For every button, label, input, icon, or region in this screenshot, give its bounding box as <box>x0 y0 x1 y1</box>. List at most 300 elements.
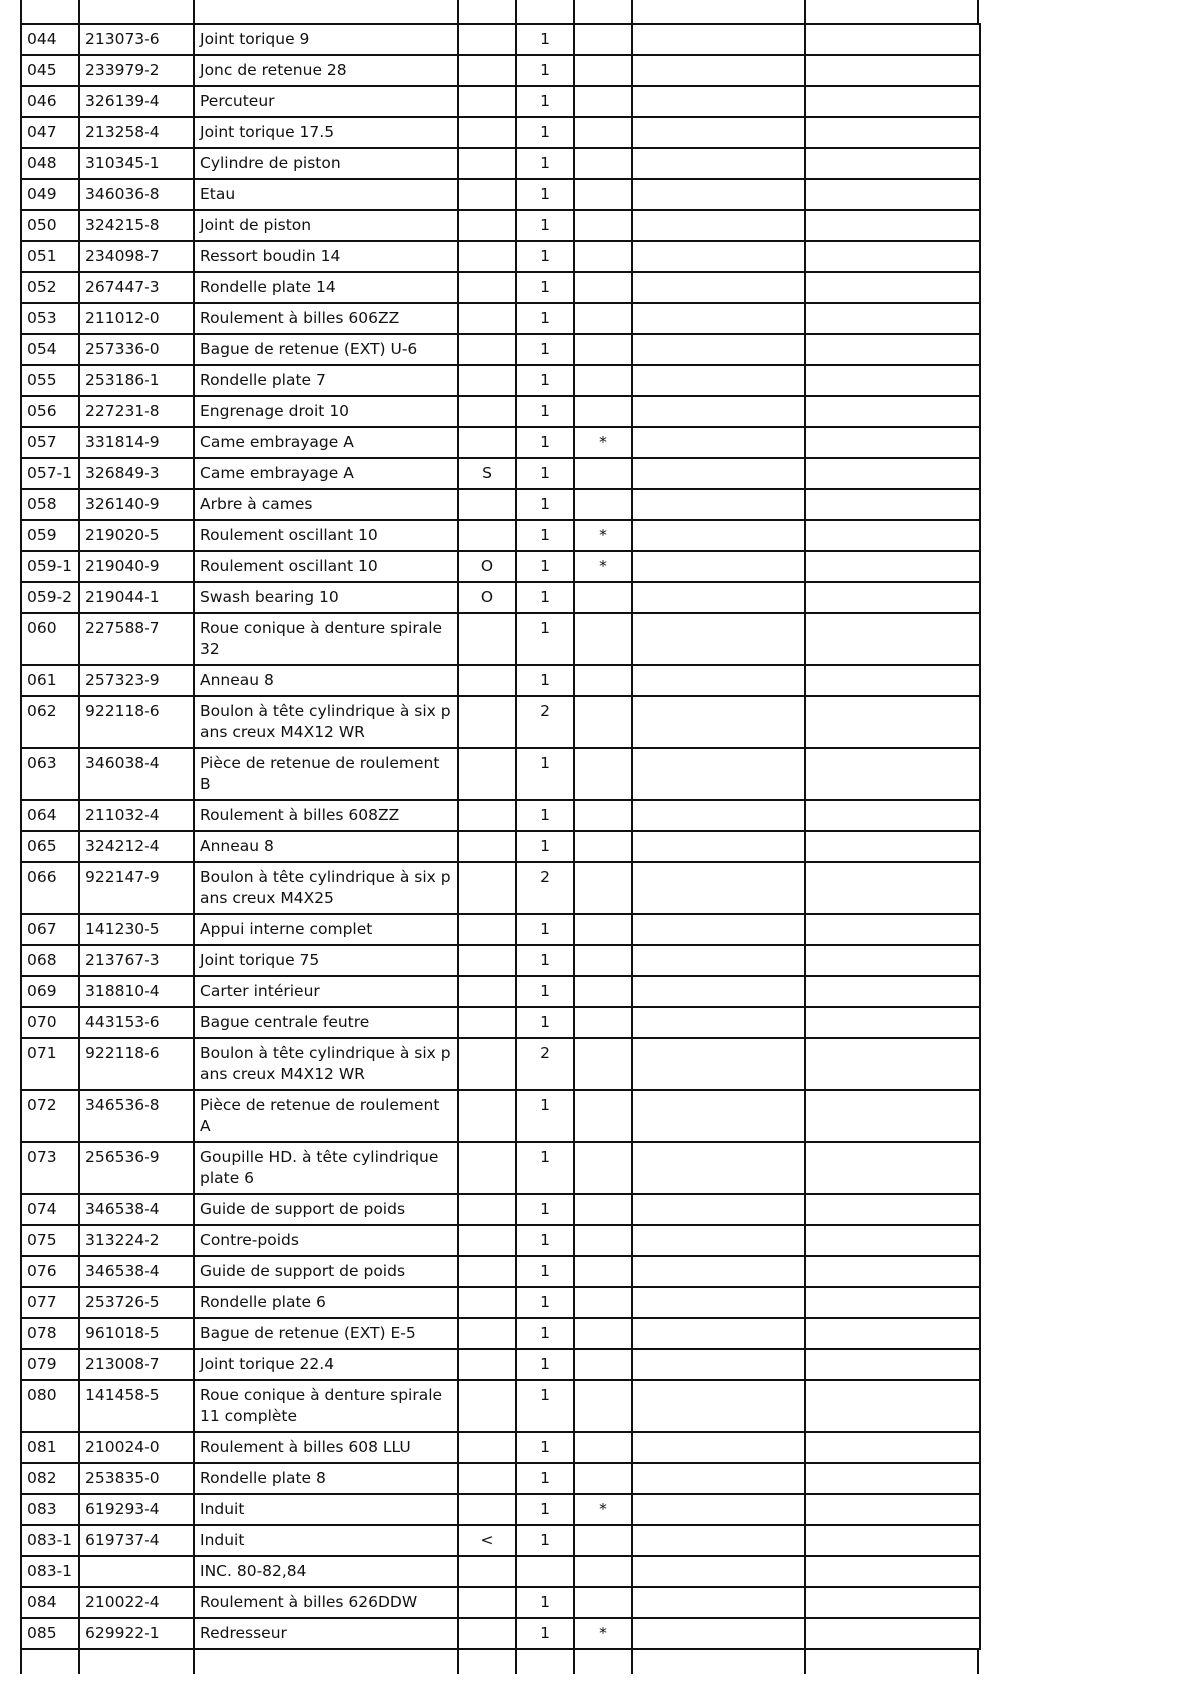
table-row <box>21 800 980 831</box>
empty-cell <box>632 1525 805 1556</box>
table-row <box>21 1494 980 1525</box>
quantity-cell: 1 <box>516 665 574 696</box>
empty-cell <box>632 1556 805 1587</box>
empty-cell <box>805 945 980 976</box>
note-mark-cell <box>574 86 632 117</box>
quantity-cell: 1 <box>516 582 574 613</box>
part-number-cell: 141458-5 <box>79 1380 194 1432</box>
item-number-cell: 074 <box>21 1194 79 1225</box>
empty-cell <box>805 1494 980 1525</box>
quantity-cell: 1 <box>516 55 574 86</box>
description-cell: Came embrayage A <box>194 427 458 458</box>
code-cell <box>458 210 516 241</box>
table-row <box>21 272 980 303</box>
empty-cell <box>805 1194 980 1225</box>
description-cell: Appui interne complet <box>194 914 458 945</box>
description-cell: Roulement à billes 608ZZ <box>194 800 458 831</box>
code-cell <box>458 1007 516 1038</box>
quantity-cell: 1 <box>516 1090 574 1142</box>
table-row <box>21 117 980 148</box>
code-cell <box>458 914 516 945</box>
code-cell <box>458 1556 516 1587</box>
quantity-cell: 1 <box>516 551 574 582</box>
empty-cell <box>632 1587 805 1618</box>
part-number-cell: 267447-3 <box>79 272 194 303</box>
description-cell: INC. 80-82,84 <box>194 1556 458 1587</box>
quantity-cell: 1 <box>516 24 574 55</box>
description-cell: Boulon à tête cylindrique à six pans creux M4X25 <box>194 862 458 914</box>
item-number-cell: 083-1 <box>21 1556 79 1587</box>
item-number-cell: 076 <box>21 1256 79 1287</box>
description-cell: Came embrayage A <box>194 458 458 489</box>
empty-cell <box>632 800 805 831</box>
description-cell: Roulement à billes 606ZZ <box>194 303 458 334</box>
part-number-cell: 346538-4 <box>79 1194 194 1225</box>
note-mark-cell <box>574 334 632 365</box>
code-cell <box>458 24 516 55</box>
table-row <box>21 1380 980 1432</box>
table-row <box>21 489 980 520</box>
item-number-cell: 061 <box>21 665 79 696</box>
item-number-cell: 051 <box>21 241 79 272</box>
table-row <box>21 1225 980 1256</box>
quantity-cell: 1 <box>516 914 574 945</box>
description-cell: Roue conique à denture spirale 11 complète <box>194 1380 458 1432</box>
quantity-cell: 1 <box>516 334 574 365</box>
note-mark-cell <box>574 489 632 520</box>
table-row <box>21 1007 980 1038</box>
item-number-cell: 054 <box>21 334 79 365</box>
description-cell: Jonc de retenue 28 <box>194 55 458 86</box>
table-row <box>21 458 980 489</box>
quantity-cell: 1 <box>516 1256 574 1287</box>
item-number-cell: 057-1 <box>21 458 79 489</box>
quantity-cell: 1 <box>516 831 574 862</box>
item-number-cell: 082 <box>21 1463 79 1494</box>
item-number-cell: 063 <box>21 748 79 800</box>
empty-cell <box>632 613 805 665</box>
empty-cell <box>632 1194 805 1225</box>
item-number-cell: 049 <box>21 179 79 210</box>
part-number-cell: 326140-9 <box>79 489 194 520</box>
empty-cell <box>805 1142 980 1194</box>
part-number-cell: 324215-8 <box>79 210 194 241</box>
quantity-cell: 1 <box>516 613 574 665</box>
code-cell <box>458 86 516 117</box>
code-cell <box>458 303 516 334</box>
part-number-cell: 219044-1 <box>79 582 194 613</box>
part-number-cell: 213258-4 <box>79 117 194 148</box>
empty-cell <box>632 396 805 427</box>
empty-cell <box>805 520 980 551</box>
part-number-cell: 318810-4 <box>79 976 194 1007</box>
table-row <box>21 55 980 86</box>
note-mark-cell <box>574 800 632 831</box>
part-number-cell: 219040-9 <box>79 551 194 582</box>
description-cell: Roue conique à denture spirale 32 <box>194 613 458 665</box>
description-cell: Percuteur <box>194 86 458 117</box>
table-row <box>21 976 980 1007</box>
quantity-cell: 1 <box>516 748 574 800</box>
empty-cell <box>805 914 980 945</box>
description-cell: Guide de support de poids <box>194 1194 458 1225</box>
part-number-cell: 326139-4 <box>79 86 194 117</box>
note-mark-cell <box>574 1556 632 1587</box>
part-number-cell: 257336-0 <box>79 334 194 365</box>
description-cell: Rondelle plate 7 <box>194 365 458 396</box>
item-number-cell: 059-1 <box>21 551 79 582</box>
empty-cell <box>632 303 805 334</box>
empty-cell <box>632 1090 805 1142</box>
part-number-cell: 211032-4 <box>79 800 194 831</box>
part-number-cell: 443153-6 <box>79 1007 194 1038</box>
empty-cell <box>805 427 980 458</box>
item-number-cell: 065 <box>21 831 79 862</box>
empty-cell <box>805 1556 980 1587</box>
quantity-cell: 1 <box>516 396 574 427</box>
part-number-cell: 257323-9 <box>79 665 194 696</box>
table-row <box>21 179 980 210</box>
note-mark-cell <box>574 1090 632 1142</box>
empty-cell <box>632 334 805 365</box>
part-number-cell: 331814-9 <box>79 427 194 458</box>
empty-cell <box>805 179 980 210</box>
item-number-cell: 059-2 <box>21 582 79 613</box>
table-row <box>21 241 980 272</box>
table-row <box>21 1142 980 1194</box>
table-row <box>21 1256 980 1287</box>
empty-cell <box>632 1256 805 1287</box>
description-cell: Pièce de retenue de roulement B <box>194 748 458 800</box>
code-cell <box>458 1142 516 1194</box>
table-row <box>21 551 980 582</box>
description-cell: Joint torique 22.4 <box>194 1349 458 1380</box>
item-number-cell: 044 <box>21 24 79 55</box>
table-row <box>21 613 980 665</box>
empty-cell <box>632 24 805 55</box>
code-cell <box>458 862 516 914</box>
quantity-cell: 2 <box>516 696 574 748</box>
empty-cell <box>632 914 805 945</box>
table-row <box>21 1287 980 1318</box>
part-number-cell: 310345-1 <box>79 148 194 179</box>
note-mark-cell <box>574 1038 632 1090</box>
empty-cell <box>805 1007 980 1038</box>
description-cell: Goupille HD. à tête cylindrique plate 6 <box>194 1142 458 1194</box>
part-number-cell: 313224-2 <box>79 1225 194 1256</box>
table-row <box>21 748 980 800</box>
quantity-cell: 2 <box>516 1038 574 1090</box>
item-number-cell: 064 <box>21 800 79 831</box>
code-cell <box>458 748 516 800</box>
code-cell: < <box>458 1525 516 1556</box>
description-cell: Joint torique 17.5 <box>194 117 458 148</box>
parts-list-sheet <box>20 0 979 1674</box>
note-mark-cell <box>574 862 632 914</box>
empty-cell <box>805 1225 980 1256</box>
item-number-cell: 066 <box>21 862 79 914</box>
item-number-cell: 056 <box>21 396 79 427</box>
empty-cell <box>805 1318 980 1349</box>
description-cell: Induit <box>194 1525 458 1556</box>
description-cell: Etau <box>194 179 458 210</box>
note-mark-cell <box>574 1525 632 1556</box>
part-number-cell: 922118-6 <box>79 696 194 748</box>
empty-cell <box>632 665 805 696</box>
code-cell <box>458 179 516 210</box>
parts-table <box>20 23 981 1650</box>
description-cell: Contre-poids <box>194 1225 458 1256</box>
note-mark-cell <box>574 1380 632 1432</box>
code-cell <box>458 272 516 303</box>
part-number-cell: 922147-9 <box>79 862 194 914</box>
note-mark-cell <box>574 914 632 945</box>
note-mark-cell <box>574 748 632 800</box>
description-cell: Redresseur <box>194 1618 458 1649</box>
empty-cell <box>805 1463 980 1494</box>
part-number-cell: 961018-5 <box>79 1318 194 1349</box>
empty-cell <box>805 613 980 665</box>
code-cell <box>458 520 516 551</box>
item-number-cell: 070 <box>21 1007 79 1038</box>
empty-cell <box>632 551 805 582</box>
parts-table-body <box>21 24 980 1649</box>
quantity-cell: 1 <box>516 241 574 272</box>
note-mark-cell <box>574 396 632 427</box>
quantity-cell: 1 <box>516 86 574 117</box>
description-cell: Ressort boudin 14 <box>194 241 458 272</box>
code-cell <box>458 613 516 665</box>
item-number-cell: 055 <box>21 365 79 396</box>
item-number-cell: 050 <box>21 210 79 241</box>
note-mark-cell <box>574 1225 632 1256</box>
part-number-cell: 346538-4 <box>79 1256 194 1287</box>
description-cell: Arbre à cames <box>194 489 458 520</box>
part-number-cell: 233979-2 <box>79 55 194 86</box>
table-row <box>21 1194 980 1225</box>
description-cell: Bague centrale feutre <box>194 1007 458 1038</box>
part-number-cell: 210022-4 <box>79 1587 194 1618</box>
description-cell: Rondelle plate 6 <box>194 1287 458 1318</box>
item-number-cell: 084 <box>21 1587 79 1618</box>
code-cell <box>458 1287 516 1318</box>
note-mark-cell <box>574 458 632 489</box>
code-cell <box>458 1038 516 1090</box>
quantity-cell: 1 <box>516 800 574 831</box>
part-number-cell: 346038-4 <box>79 748 194 800</box>
quantity-cell: 1 <box>516 1318 574 1349</box>
part-number-cell: 324212-4 <box>79 831 194 862</box>
empty-cell <box>805 1038 980 1090</box>
quantity-cell: 1 <box>516 427 574 458</box>
table-row <box>21 86 980 117</box>
description-cell: Joint de piston <box>194 210 458 241</box>
code-cell <box>458 489 516 520</box>
table-row <box>21 1556 980 1587</box>
table-row <box>21 945 980 976</box>
code-cell <box>458 1256 516 1287</box>
table-row <box>21 1525 980 1556</box>
empty-cell <box>805 55 980 86</box>
table-row <box>21 1090 980 1142</box>
empty-cell <box>805 665 980 696</box>
quantity-cell: 1 <box>516 1380 574 1432</box>
item-number-cell: 060 <box>21 613 79 665</box>
quantity-cell: 1 <box>516 1525 574 1556</box>
empty-cell <box>632 1142 805 1194</box>
empty-cell <box>632 86 805 117</box>
empty-cell <box>632 1432 805 1463</box>
item-number-cell: 058 <box>21 489 79 520</box>
code-cell <box>458 117 516 148</box>
note-mark-cell <box>574 1318 632 1349</box>
empty-cell <box>805 272 980 303</box>
table-row <box>21 665 980 696</box>
empty-cell <box>632 831 805 862</box>
note-mark-cell: * <box>574 520 632 551</box>
note-mark-cell <box>574 976 632 1007</box>
code-cell: O <box>458 551 516 582</box>
note-mark-cell <box>574 1194 632 1225</box>
empty-cell <box>632 862 805 914</box>
empty-cell <box>805 696 980 748</box>
quantity-cell: 1 <box>516 1194 574 1225</box>
quantity-cell: 1 <box>516 1349 574 1380</box>
code-cell <box>458 334 516 365</box>
item-number-cell: 081 <box>21 1432 79 1463</box>
item-number-cell: 069 <box>21 976 79 1007</box>
table-row <box>21 696 980 748</box>
item-number-cell: 048 <box>21 148 79 179</box>
code-cell <box>458 665 516 696</box>
empty-cell <box>805 365 980 396</box>
note-mark-cell: * <box>574 427 632 458</box>
part-number-cell: 213008-7 <box>79 1349 194 1380</box>
item-number-cell: 073 <box>21 1142 79 1194</box>
part-number-cell: 141230-5 <box>79 914 194 945</box>
note-mark-cell <box>574 945 632 976</box>
quantity-cell <box>516 1556 574 1587</box>
part-number-cell: 619737-4 <box>79 1525 194 1556</box>
empty-cell <box>632 1463 805 1494</box>
empty-cell <box>805 489 980 520</box>
quantity-cell: 1 <box>516 1007 574 1038</box>
part-number-cell <box>79 1556 194 1587</box>
quantity-cell: 1 <box>516 148 574 179</box>
quantity-cell: 1 <box>516 1287 574 1318</box>
note-mark-cell <box>574 117 632 148</box>
quantity-cell: 1 <box>516 179 574 210</box>
note-mark-cell <box>574 1587 632 1618</box>
note-mark-cell <box>574 613 632 665</box>
table-row <box>21 1432 980 1463</box>
empty-cell <box>805 1287 980 1318</box>
table-row <box>21 831 980 862</box>
empty-cell <box>632 117 805 148</box>
empty-cell <box>632 1494 805 1525</box>
part-number-cell: 211012-0 <box>79 303 194 334</box>
note-mark-cell: * <box>574 1618 632 1649</box>
note-mark-cell <box>574 148 632 179</box>
part-number-cell: 326849-3 <box>79 458 194 489</box>
empty-cell <box>805 1618 980 1649</box>
table-row <box>21 148 980 179</box>
empty-cell <box>632 520 805 551</box>
quantity-cell: 1 <box>516 1494 574 1525</box>
description-cell: Roulement oscillant 10 <box>194 551 458 582</box>
quantity-cell: 1 <box>516 272 574 303</box>
quantity-cell: 1 <box>516 210 574 241</box>
description-cell: Bague de retenue (EXT) U-6 <box>194 334 458 365</box>
quantity-cell: 1 <box>516 458 574 489</box>
empty-cell <box>805 551 980 582</box>
table-row <box>21 582 980 613</box>
table-row <box>21 365 980 396</box>
item-number-cell: 078 <box>21 1318 79 1349</box>
description-cell: Guide de support de poids <box>194 1256 458 1287</box>
note-mark-cell <box>574 303 632 334</box>
code-cell <box>458 148 516 179</box>
quantity-cell: 1 <box>516 1463 574 1494</box>
table-row <box>21 427 980 458</box>
note-mark-cell <box>574 582 632 613</box>
note-mark-cell <box>574 24 632 55</box>
empty-cell <box>805 24 980 55</box>
empty-cell <box>805 976 980 1007</box>
table-row <box>21 303 980 334</box>
code-cell <box>458 976 516 1007</box>
note-mark-cell <box>574 696 632 748</box>
table-row <box>21 1318 980 1349</box>
code-cell <box>458 1194 516 1225</box>
empty-cell <box>632 1380 805 1432</box>
code-cell <box>458 1225 516 1256</box>
code-cell <box>458 831 516 862</box>
item-number-cell: 047 <box>21 117 79 148</box>
quantity-cell: 1 <box>516 1142 574 1194</box>
description-cell: Carter intérieur <box>194 976 458 1007</box>
part-number-cell: 227588-7 <box>79 613 194 665</box>
quantity-cell: 1 <box>516 1587 574 1618</box>
quantity-cell: 1 <box>516 117 574 148</box>
empty-cell <box>632 1007 805 1038</box>
empty-cell <box>632 489 805 520</box>
note-mark-cell <box>574 1432 632 1463</box>
part-number-cell: 619293-4 <box>79 1494 194 1525</box>
empty-cell <box>805 1349 980 1380</box>
description-cell: Anneau 8 <box>194 665 458 696</box>
item-number-cell: 053 <box>21 303 79 334</box>
part-number-cell: 210024-0 <box>79 1432 194 1463</box>
part-number-cell: 234098-7 <box>79 241 194 272</box>
table-row <box>21 914 980 945</box>
empty-cell <box>805 396 980 427</box>
empty-cell <box>805 862 980 914</box>
note-mark-cell <box>574 1007 632 1038</box>
note-mark-cell <box>574 179 632 210</box>
empty-cell <box>632 55 805 86</box>
empty-cell <box>632 365 805 396</box>
empty-cell <box>632 210 805 241</box>
table-row <box>21 210 980 241</box>
note-mark-cell <box>574 1349 632 1380</box>
quantity-cell: 1 <box>516 1618 574 1649</box>
item-number-cell: 059 <box>21 520 79 551</box>
empty-cell <box>805 241 980 272</box>
empty-cell <box>632 1038 805 1090</box>
code-cell: O <box>458 582 516 613</box>
empty-cell <box>805 800 980 831</box>
